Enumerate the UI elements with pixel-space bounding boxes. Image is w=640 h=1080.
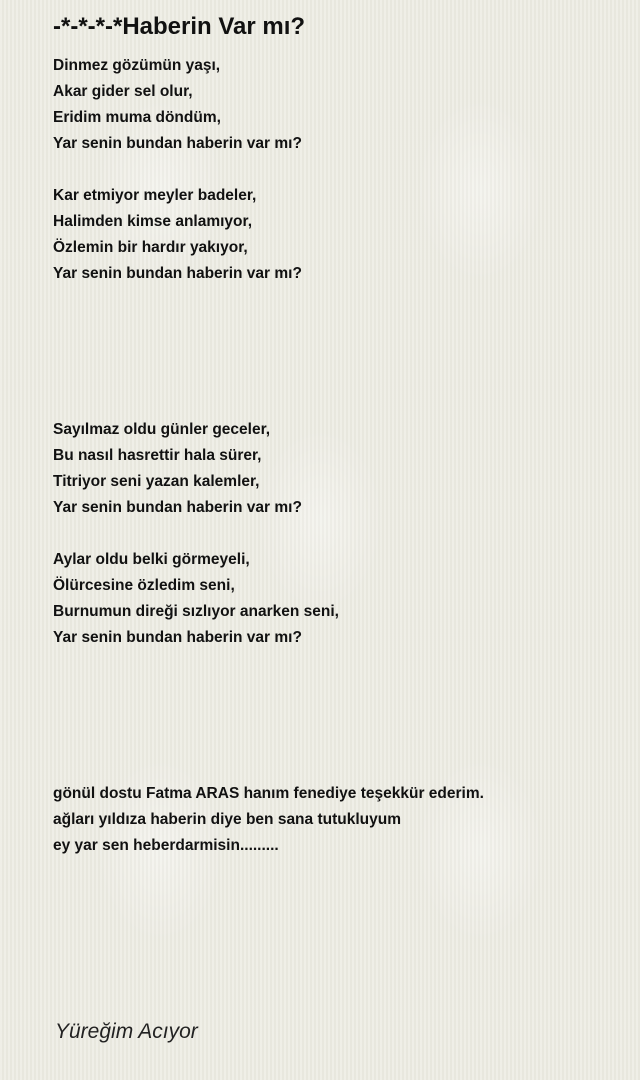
poem-line: Ölürcesine özledim seni, (53, 577, 235, 594)
section-gap (53, 651, 620, 781)
poem-line: Titriyor seni yazan kalemler, (53, 473, 260, 490)
poem-line: Yar senin bundan haberin var mı? (53, 499, 302, 516)
author-name: Yüreğim Acıyor (55, 1020, 198, 1043)
dedication-line: ağları yıldıza haberin diye ben sana tutukluyum (53, 811, 401, 828)
poem-line: Burnumun direği sızlıyor anarken seni, (53, 603, 339, 620)
stanza-3 (53, 417, 620, 521)
poem-line: Yar senin bundan haberin var mı? (53, 629, 302, 646)
section-gap (53, 287, 620, 417)
dedication (53, 781, 620, 859)
stanza-gap (53, 521, 620, 547)
poem-line: Yar senin bundan haberin var mı? (53, 265, 302, 282)
poem-line: Dinmez gözümün yaşı, (53, 57, 221, 74)
poem-body (53, 53, 620, 859)
stanza-4 (53, 547, 620, 651)
poem-line: Yar senin bundan haberin var mı? (53, 135, 302, 152)
stanza-1 (53, 53, 620, 157)
dedication-line: ey yar sen heberdarmisin......... (53, 837, 279, 854)
stanza-2 (53, 183, 620, 287)
poem-line: Eridim muma döndüm, (53, 109, 221, 126)
dedication-line: gönül dostu Fatma ARAS hanım fenediye teşekkür ederim. (53, 785, 484, 802)
stanza-gap (53, 157, 620, 183)
poem-line: Akar gider sel olur, (53, 83, 193, 100)
poem-page (53, 12, 620, 859)
poem-line: Kar etmiyor meyler badeler, (53, 187, 257, 204)
poem-line: Halimden kimse anlamıyor, (53, 213, 253, 230)
poem-line: Bu nasıl hasrettir hala sürer, (53, 447, 262, 464)
poem-title: -*-*-*-*Haberin Var mı? (53, 13, 306, 40)
poem-line: Aylar oldu belki görmeyeli, (53, 551, 250, 568)
poem-line: Sayılmaz oldu günler geceler, (53, 421, 271, 438)
poem-line: Özlemin bir hardır yakıyor, (53, 239, 248, 256)
